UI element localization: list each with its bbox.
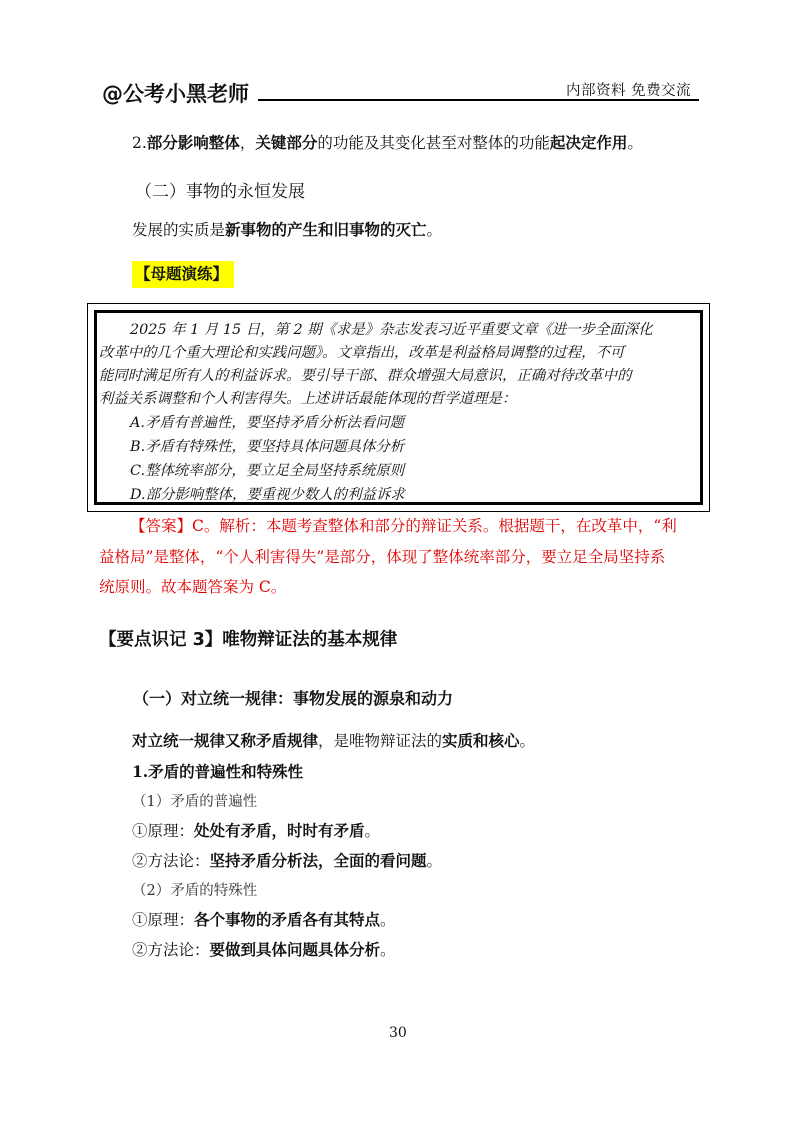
text: ， [239,134,256,152]
paragraph-development [132,218,442,240]
bold-term: 处处有矛盾，时时有矛盾 [194,821,365,840]
label: ①原理： [132,911,195,929]
practice-tag: 【母题演练】 [132,261,234,288]
section-heading: （二）事物的永恒发展 [135,182,305,202]
principle-particularity [132,908,396,930]
text: ，是唯物辩证法的 [318,732,443,750]
label: ②方法论： [132,941,210,959]
text: 。 [627,134,643,152]
bold-term: 要做到具体问题具体分析 [209,940,381,959]
page-number: 30 [389,1025,407,1041]
option-b: B.矛盾有特殊性，要坚持具体问题具体分析 [130,439,405,455]
answer-line: 统原则。故本题答案为 C。 [99,578,287,596]
text: 。 [426,852,443,870]
question-line: 利益关系调整和个人利害得失。上述讲话最能体现的哲学道理是： [99,391,517,407]
answer-line: 益格局”是整体，“个人利害得失”是部分，体现了整体统率部分，要立足全局坚持系 [99,548,666,566]
text: 。 [519,732,536,750]
method-particularity [132,938,396,960]
text: 。 [426,221,443,239]
heading-universality-particularity: 1.矛盾的普遍性和特殊性 [132,762,304,781]
bold-term: 对立统一规律又称矛盾规律 [132,731,319,750]
question-line: 能同时满足所有人的利益诉求。要引导干部、群众增强大局意识，正确对待改革中的 [99,368,632,384]
header-note: 内部资料 免费交流 [566,83,692,99]
bold-term: 各个事物的矛盾各有其特点 [194,910,381,929]
bold-term: 坚持矛盾分析法，全面的看问题 [209,851,427,870]
label: ②方法论： [132,852,210,870]
paragraph-contradiction-law [132,729,535,751]
paragraph-part-whole [132,131,643,153]
answer-line: 【答案】C。解析：本题考查整体和部分的辩证关系。根据题干，在改革中，“利 [130,517,677,535]
option-c: C.整体统率部分，要立足全局坚持系统原则 [130,463,405,479]
text: 。 [380,941,396,959]
subheading-particularity: （2）矛盾的特殊性 [132,883,258,899]
bold-term: 实质和核心 [442,731,520,750]
bold-term: 部分影响整体 [146,133,240,152]
option-a: A.矛盾有普遍性，要坚持矛盾分析法看问题 [130,415,404,431]
key-point-heading: 【要点识记 3】唯物辩证法的基本规律 [99,630,398,650]
text: 。 [380,911,396,929]
label: ①原理： [132,822,195,840]
text: 发展的实质是 [132,221,226,239]
header-title: @公考小黑老师 [102,82,249,106]
text: 的功能及其变化甚至对整体的功能 [317,134,550,152]
principle-universality [132,819,380,841]
option-d: D.部分影响整体，要重视少数人的利益诉求 [130,487,405,503]
bold-term: 新事物的产生和旧事物的灭亡 [225,220,427,239]
question-line: 2025 年 1 月 15 日，第 2 期《求是》杂志发表习近平重要文章《进一步全面深化 [130,322,653,338]
subheading-universality: （1）矛盾的普遍性 [132,794,258,810]
question-line: 改革中的几个重大理论和实践问题》。文章指出，改革是利益格局调整的过程，不可 [99,345,625,361]
text: 。 [364,822,381,840]
item-number: 2. [132,134,147,152]
bold-term: 关键部分 [255,133,318,152]
bold-term: 起决定作用 [549,133,628,152]
method-universality [132,849,442,871]
subsection-heading: （一）对立统一规律：事物发展的源泉和动力 [133,689,454,708]
